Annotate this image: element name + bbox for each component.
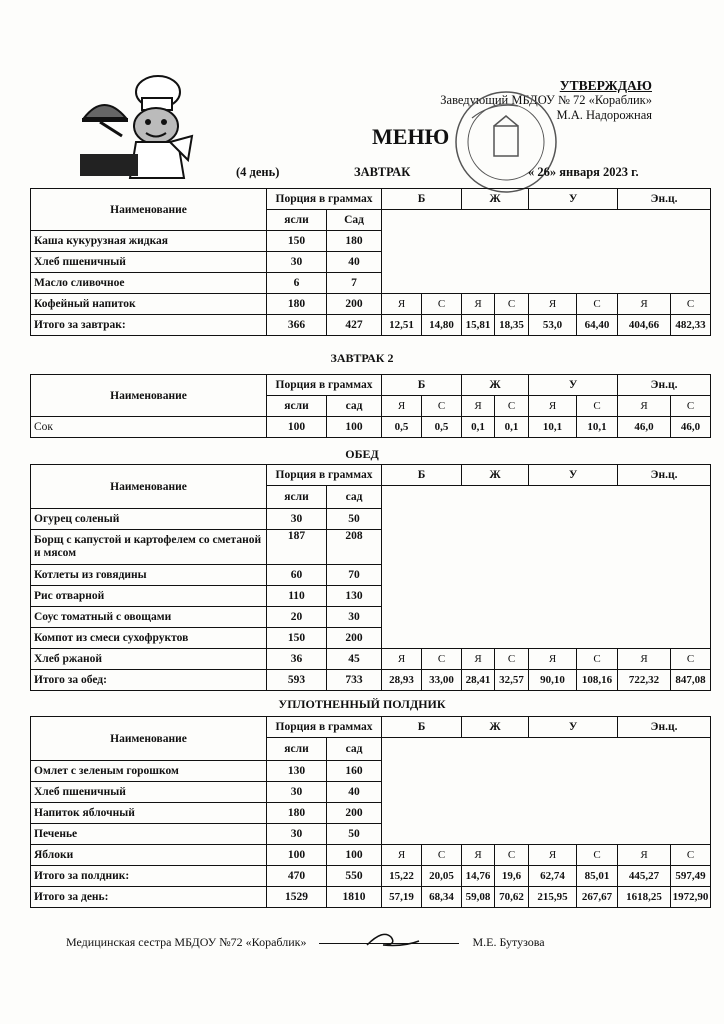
u-ya-value: 62,74 [529,866,577,887]
en-s-value: 1972,90 [671,887,711,908]
total-yasli: 366 [267,315,327,336]
portion-sad: 200 [327,803,382,824]
table-row [31,417,711,438]
col-name-header: Наименование [31,717,267,761]
portion-yasli: 130 [267,761,327,782]
dish-name: Масло сливочное [31,273,267,294]
col-zh-header: Ж [462,189,529,210]
portion-yasli: 20 [267,607,327,628]
s-label: С [671,649,711,670]
nutrition-blank [382,210,711,294]
s-label: С [577,294,618,315]
zh-ya-value: 28,41 [462,670,495,691]
ya-label: Я [618,845,671,866]
u-ya-value: 90,10 [529,670,577,691]
s-label: С [577,396,618,417]
col-u-header: У [529,375,618,396]
dish-name: Каша кукурузная жидкая [31,231,267,252]
ya-label: Я [462,294,495,315]
total-yasli: 1529 [267,887,327,908]
en-ya-value: 445,27 [618,866,671,887]
portion-sad: 30 [327,607,382,628]
dish-name: Печенье [31,824,267,845]
col-name-header: Наименование [31,375,267,417]
total-row [31,670,711,691]
portion-sad: 200 [327,294,382,315]
ya-label: Я [618,294,671,315]
s-label: С [577,649,618,670]
approve-title: УТВЕРЖДАЮ [559,78,652,93]
b-ya-value: 12,51 [382,315,422,336]
col-b-header: Б [382,375,462,396]
portion-yasli: 110 [267,586,327,607]
total-row [31,315,711,336]
nutrition-blank [382,486,711,649]
col-b-header: Б [382,189,462,210]
zh-s-value: 70,62 [495,887,529,908]
table-row [31,294,711,315]
en-s-value: 597,49 [671,866,711,887]
total-sad: 550 [327,866,382,887]
breakfast-table [30,188,711,336]
portion-yasli: 30 [267,782,327,803]
portion-sad: 200 [327,628,382,649]
zh-ya-value: 15,81 [462,315,495,336]
col-yasli-header: ясли [267,738,327,761]
day-number: (4 день) [236,165,280,179]
portion-sad: 180 [327,231,382,252]
portion-yasli: 187 [267,530,327,565]
col-en-header: Эн.ц. [618,717,711,738]
portion-yasli: 36 [267,649,327,670]
col-b-header: Б [382,717,462,738]
b-s-value: 0,5 [422,417,462,438]
nutrition-blank [382,738,711,845]
col-u-header: У [529,189,618,210]
col-en-header: Эн.ц. [618,375,711,396]
portion-yasli: 60 [267,565,327,586]
b-s-value: 20,05 [422,866,462,887]
ya-label: Я [382,845,422,866]
s-label: С [422,396,462,417]
col-zh-header: Ж [462,717,529,738]
total-yasli: 593 [267,670,327,691]
s-label: С [577,845,618,866]
col-sad-header: Сад [327,210,382,231]
portion-yasli: 100 [267,845,327,866]
ya-label: Я [529,294,577,315]
meal-name: ЗАВТРАК [354,165,411,179]
portion-sad: 70 [327,565,382,586]
col-portion-header: Порция в граммах [267,465,382,486]
b-s-value: 68,34 [422,887,462,908]
chef-with-cloche-icon [80,70,200,180]
dish-name: Рис отварной [31,586,267,607]
u-s-value: 267,67 [577,887,618,908]
zh-s-value: 18,35 [495,315,529,336]
snack-table [30,716,711,908]
col-yasli-header: ясли [267,210,327,231]
total-label: Итого за завтрак: [31,315,267,336]
footer-signature [66,935,545,950]
dish-name: Компот из смеси сухофруктов [31,628,267,649]
ya-label: Я [529,845,577,866]
zh-ya-value: 0,1 [462,417,495,438]
dish-name: Хлеб пшеничный [31,252,267,273]
en-ya-value: 1618,25 [618,887,671,908]
table-row [31,649,711,670]
s-label: С [422,294,462,315]
b-s-value: 33,00 [422,670,462,691]
col-sad-header: сад [327,486,382,509]
portion-sad: 50 [327,824,382,845]
day-total-row [31,887,711,908]
b-ya-value: 15,22 [382,866,422,887]
col-yasli-header: ясли [267,396,327,417]
portion-sad: 50 [327,509,382,530]
portion-sad: 40 [327,782,382,803]
portion-yasli: 6 [267,273,327,294]
ya-label: Я [529,396,577,417]
portion-yasli: 150 [267,628,327,649]
portion-sad: 208 [327,530,382,565]
dish-name: Хлеб пшеничный [31,782,267,803]
zh-s-value: 32,57 [495,670,529,691]
dish-name: Соус томатный с овощами [31,607,267,628]
portion-sad: 100 [327,845,382,866]
col-portion-header: Порция в граммах [267,717,382,738]
b-s-value: 14,80 [422,315,462,336]
en-ya-value: 46,0 [618,417,671,438]
menu-title: МЕНЮ [372,124,450,149]
nurse-title: Медицинская сестра МБДОУ №72 «Кораблик» [66,935,307,949]
approve-director: Заведующий МБДОУ № 72 «Кораблик» [440,93,652,107]
portion-yasli: 150 [267,231,327,252]
ya-label: Я [529,649,577,670]
s-label: С [495,649,529,670]
ya-label: Я [462,845,495,866]
total-sad: 427 [327,315,382,336]
u-s-value: 85,01 [577,866,618,887]
ya-label: Я [382,396,422,417]
dish-name: Яблоки [31,845,267,866]
col-b-header: Б [382,465,462,486]
ya-label: Я [618,396,671,417]
en-ya-value: 722,32 [618,670,671,691]
zh-s-value: 19,6 [495,866,529,887]
total-sad: 733 [327,670,382,691]
portion-sad: 160 [327,761,382,782]
portion-sad: 100 [327,417,382,438]
section-title-breakfast2: ЗАВТРАК 2 [330,351,394,365]
total-sad: 1810 [327,887,382,908]
col-yasli-header: ясли [267,486,327,509]
ya-label: Я [618,649,671,670]
col-u-header: У [529,465,618,486]
menu-date: « 26» января 2023 г. [528,165,639,179]
s-label: С [495,396,529,417]
en-s-value: 847,08 [671,670,711,691]
ya-label: Я [382,649,422,670]
section-title-lunch: ОБЕД [345,447,379,461]
col-portion-header: Порция в граммах [267,189,382,210]
s-label: С [495,845,529,866]
dish-name: Хлеб ржаной [31,649,267,670]
en-s-value: 482,33 [671,315,711,336]
dish-name: Кофейный напиток [31,294,267,315]
portion-yasli: 30 [267,252,327,273]
s-label: С [671,294,711,315]
zh-s-value: 0,1 [495,417,529,438]
dish-name: Сок [31,417,267,438]
portion-yasli: 30 [267,509,327,530]
s-label: С [495,294,529,315]
total-yasli: 470 [267,866,327,887]
dish-name: Огурец соленый [31,509,267,530]
total-label: Итого за обед: [31,670,267,691]
col-en-header: Эн.ц. [618,465,711,486]
total-label: Итого за полдник: [31,866,267,887]
u-ya-value: 215,95 [529,887,577,908]
table-row [31,845,711,866]
u-s-value: 108,16 [577,670,618,691]
u-s-value: 10,1 [577,417,618,438]
lunch-table [30,464,711,691]
b-ya-value: 0,5 [382,417,422,438]
day-total-label: Итого за день: [31,887,267,908]
breakfast2-table [30,374,711,438]
portion-yasli: 180 [267,294,327,315]
b-ya-value: 57,19 [382,887,422,908]
ya-label: Я [462,396,495,417]
portion-sad: 7 [327,273,382,294]
portion-yasli: 30 [267,824,327,845]
en-ya-value: 404,66 [618,315,671,336]
col-u-header: У [529,717,618,738]
col-en-header: Эн.ц. [618,189,711,210]
approve-name: М.А. Надорожная [556,108,652,122]
dish-name: Борщ с капустой и картофелем со сметаной и мясом [31,530,267,565]
ya-label: Я [382,294,422,315]
s-label: С [422,845,462,866]
signature-scribble-icon [363,927,423,949]
zh-ya-value: 14,76 [462,866,495,887]
col-zh-header: Ж [462,465,529,486]
zh-ya-value: 59,08 [462,887,495,908]
section-title-snack: УПЛОТНЕННЫЙ ПОЛДНИК [278,697,446,711]
dish-name: Котлеты из говядины [31,565,267,586]
total-row [31,866,711,887]
signature-line [319,943,459,944]
portion-sad: 130 [327,586,382,607]
nurse-name: М.Е. Бутузова [472,935,545,949]
s-label: С [671,396,711,417]
portion-sad: 45 [327,649,382,670]
dish-name: Напиток яблочный [31,803,267,824]
col-sad-header: сад [327,396,382,417]
s-label: С [422,649,462,670]
portion-sad: 40 [327,252,382,273]
col-sad-header: сад [327,738,382,761]
s-label: С [671,845,711,866]
dish-name: Омлет с зеленым горошком [31,761,267,782]
u-ya-value: 10,1 [529,417,577,438]
portion-yasli: 100 [267,417,327,438]
ya-label: Я [462,649,495,670]
col-zh-header: Ж [462,375,529,396]
u-s-value: 64,40 [577,315,618,336]
u-ya-value: 53,0 [529,315,577,336]
en-s-value: 46,0 [671,417,711,438]
col-name-header: Наименование [31,465,267,509]
col-portion-header: Порция в граммах [267,375,382,396]
b-ya-value: 28,93 [382,670,422,691]
col-name-header: Наименование [31,189,267,231]
portion-yasli: 180 [267,803,327,824]
